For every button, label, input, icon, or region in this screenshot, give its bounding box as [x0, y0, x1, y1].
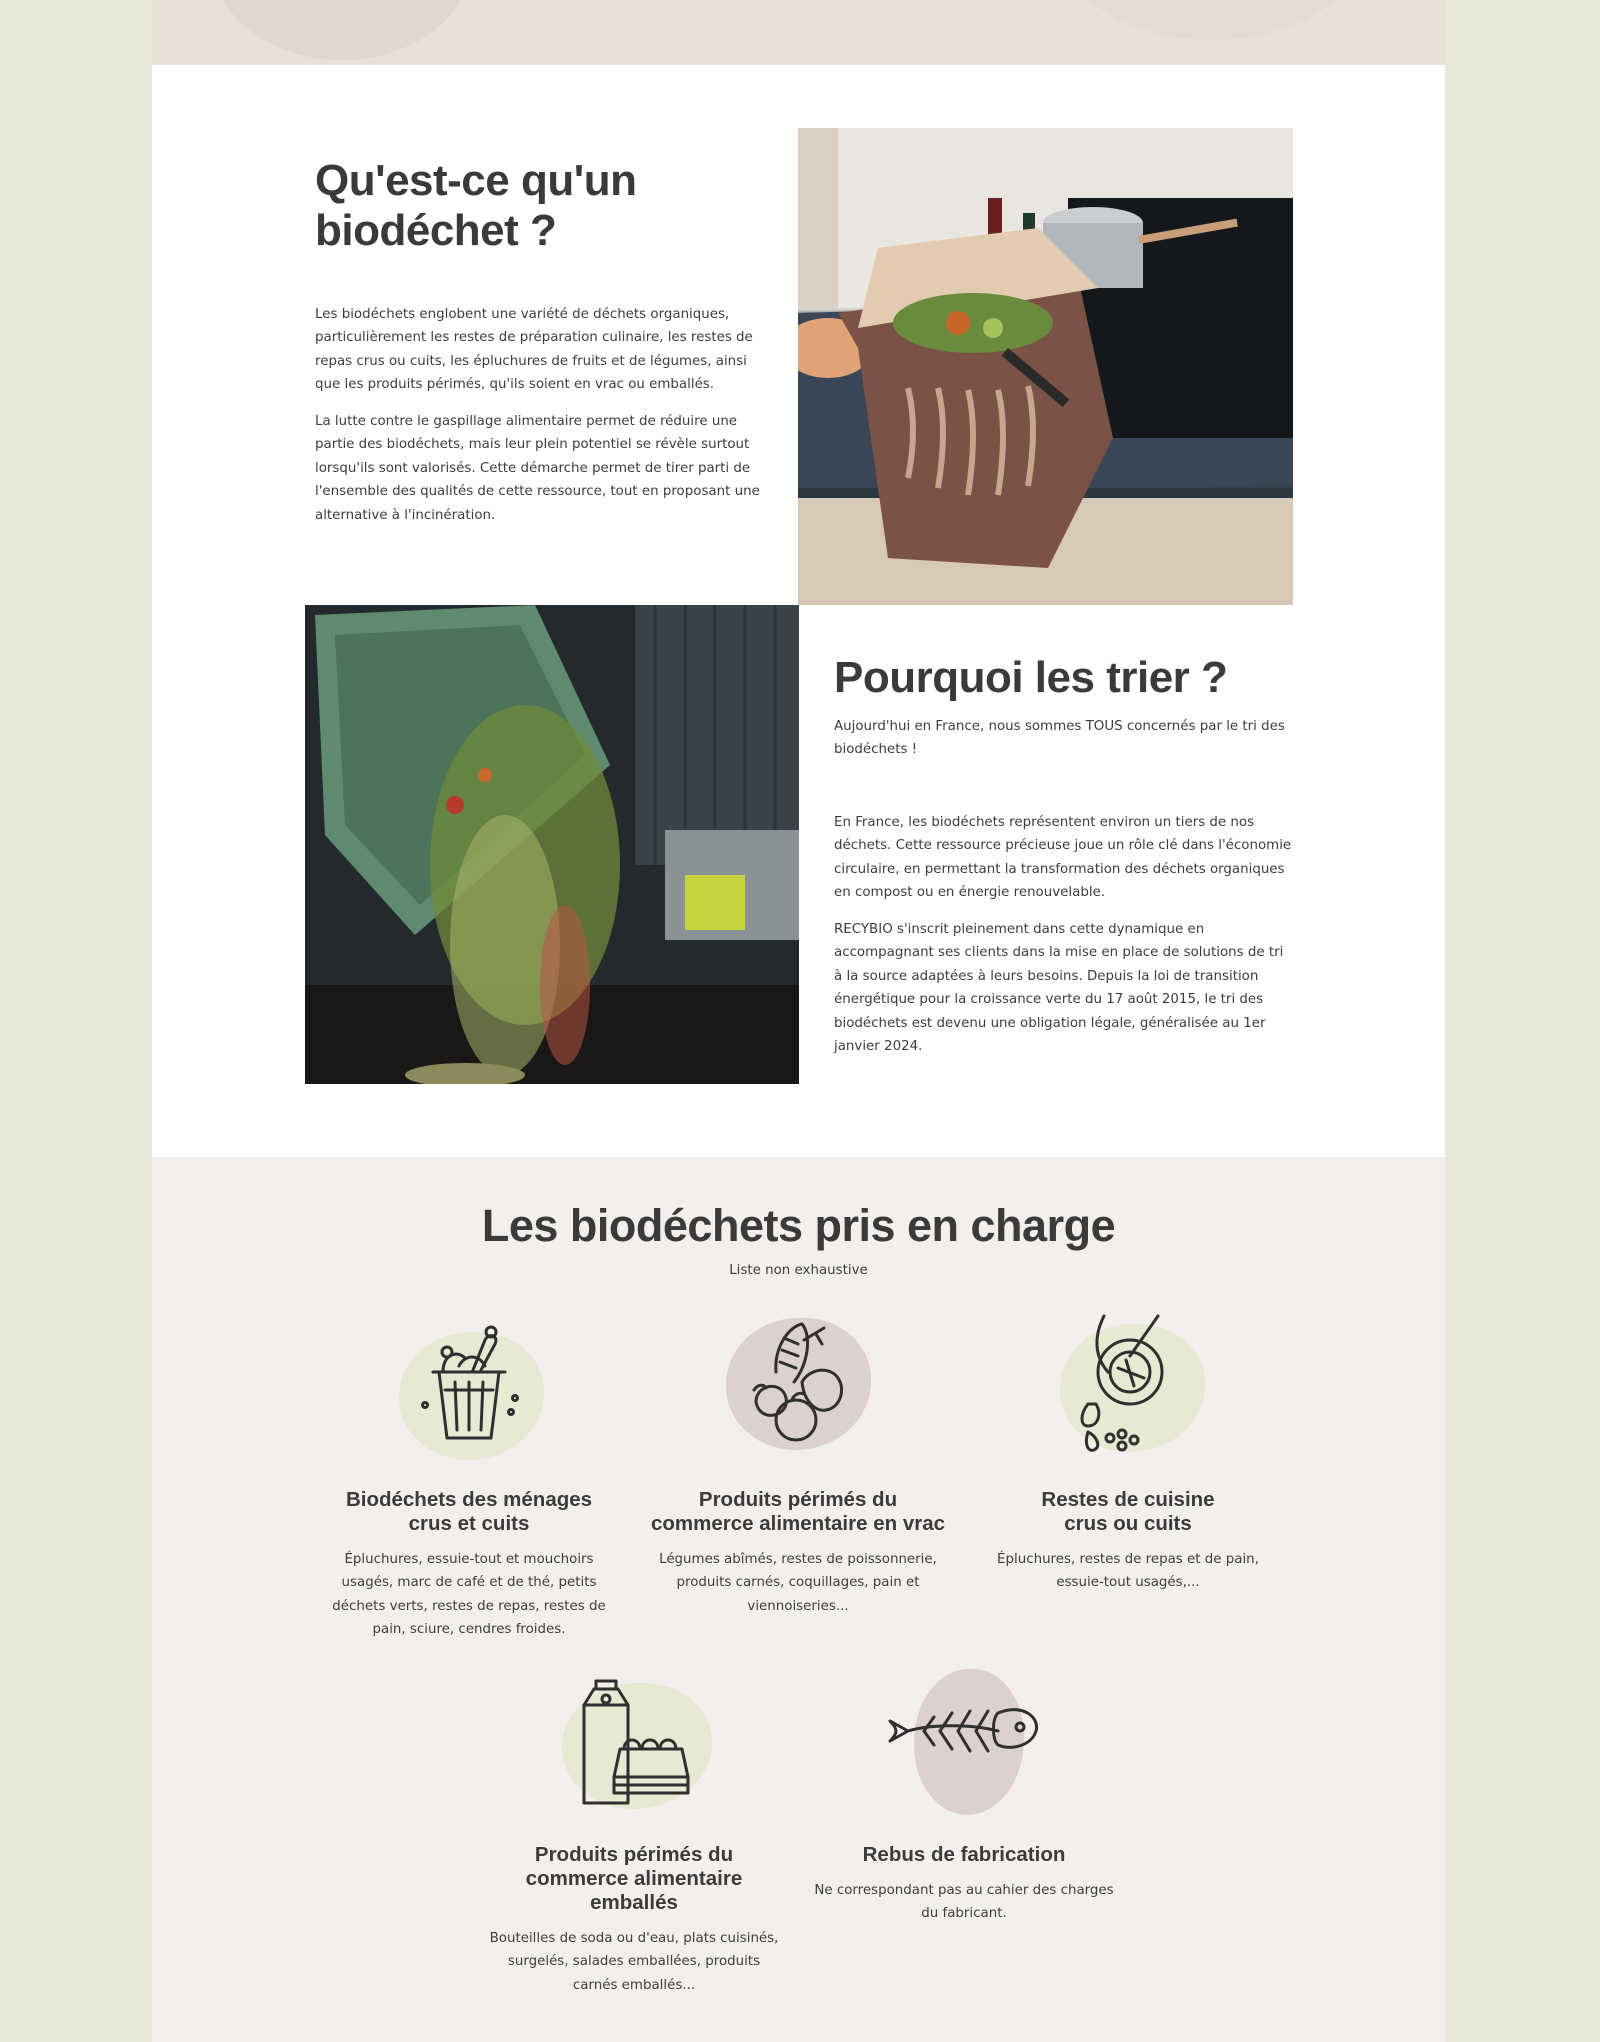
biowaste-card — [484, 1665, 784, 1997]
card-description: Bouteilles de soda ou d'eau, plats cuisinés, surgelés, salades emballées, produits carnés emballés... — [489, 1931, 779, 1993]
card-description: Légumes abîmés, restes de poissonnerie, produits carnés, coquillages, pain et viennoiseries... — [659, 1552, 937, 1614]
section-title-accepted-biowaste: Les biodéchets pris en charge — [481, 1200, 1116, 1251]
card-title: Rebus de fabrication — [862, 1843, 1066, 1866]
card-icon-area — [554, 1665, 714, 1815]
card-title: Produits périmés du commerce alimentaire en vrac — [651, 1488, 945, 1535]
biowaste-card — [319, 1310, 619, 1642]
section-subtitle: Liste non exhaustive — [729, 1263, 868, 1278]
paragraph-intro: Aujourd'hui en France, nous sommes TOUS concernés par le tri des biodéchets ! — [834, 719, 1285, 758]
card-title: Biodéchets des ménages crus et cuits — [345, 1488, 593, 1535]
biowaste-card — [978, 1310, 1278, 1595]
card-title: Restes de cuisine crus ou cuits — [1041, 1488, 1215, 1535]
card-icon-area — [718, 1310, 878, 1460]
paragraph: En France, les biodéchets représentent environ un tiers de nos déchets. Cette ressource précieuse joue un rôle clé dans l'économie circulaire, en permettant la transformation des déchets organiques en compost ou en énergie renouvelable. — [834, 815, 1292, 901]
page — [152, 0, 1445, 2042]
food-basket-icon — [389, 1310, 549, 1460]
card-icon-area — [1048, 1310, 1208, 1460]
paragraph: RECYBIO s'inscrit pleinement dans cette dynamique en accompagnant ses clients dans la mise en place de solutions de tri à la source adaptées à leurs besoins. Depuis la loi de transition énergétique pour la croissance verte du 17 août 2015, le tri des biodéchets est devenu une obligation légale, généralisée au 1er janvier 2024. — [834, 922, 1284, 1055]
card-icon-area — [389, 1310, 549, 1460]
fish-bone-icon — [884, 1665, 1044, 1815]
section-title-why-sort: Pourquoi les trier ? — [834, 653, 1228, 702]
vegetables-icon — [718, 1310, 878, 1460]
card-description: Ne correspondant pas au cahier des charges du fabricant. — [814, 1883, 1114, 1922]
decorative-blob — [212, 0, 472, 60]
card-title: Produits périmés du commerce alimentaire emballés — [525, 1843, 743, 1914]
decorative-blob — [1052, 0, 1372, 40]
card-description: Épluchures, essuie-tout et mouchoirs usagés, marc de café et de thé, petits déchets verts, restes de repas, restes de pain, sciure, cendres froides. — [332, 1552, 606, 1638]
card-description: Épluchures, restes de repas et de pain, essuie-tout usagés,... — [997, 1552, 1259, 1591]
section-title-what-is-biowaste: Qu'est-ce qu'un biodéchet ? — [315, 156, 637, 255]
packaged-food-icon — [554, 1665, 714, 1815]
card-icon-area — [884, 1665, 1044, 1815]
biowaste-card — [814, 1665, 1114, 1926]
kitchen-compost-bin-photo — [798, 128, 1293, 605]
top-banner — [152, 0, 1445, 65]
plate-leftovers-icon — [1048, 1310, 1208, 1460]
green-bin-emptying-photo — [305, 605, 799, 1084]
biowaste-card — [648, 1310, 948, 1618]
paragraph: La lutte contre le gaspillage alimentaire permet de réduire une partie des biodéchets, mais leur plein potentiel se révèle surtout lorsqu'ils sont valorisés. Cette démarche permet de tirer parti de l'ensemble des qualités de cette ressource, tout en proposant une alternative à l'incinération. — [315, 414, 760, 523]
paragraph: Les biodéchets englobent une variété de déchets organiques, particulièrement les restes de préparation culinaire, les restes de repas crus ou cuits, les épluchures de fruits et de légumes, ainsi que les produits périmés, qu'ils soient en vrac ou emballés. — [315, 307, 753, 393]
